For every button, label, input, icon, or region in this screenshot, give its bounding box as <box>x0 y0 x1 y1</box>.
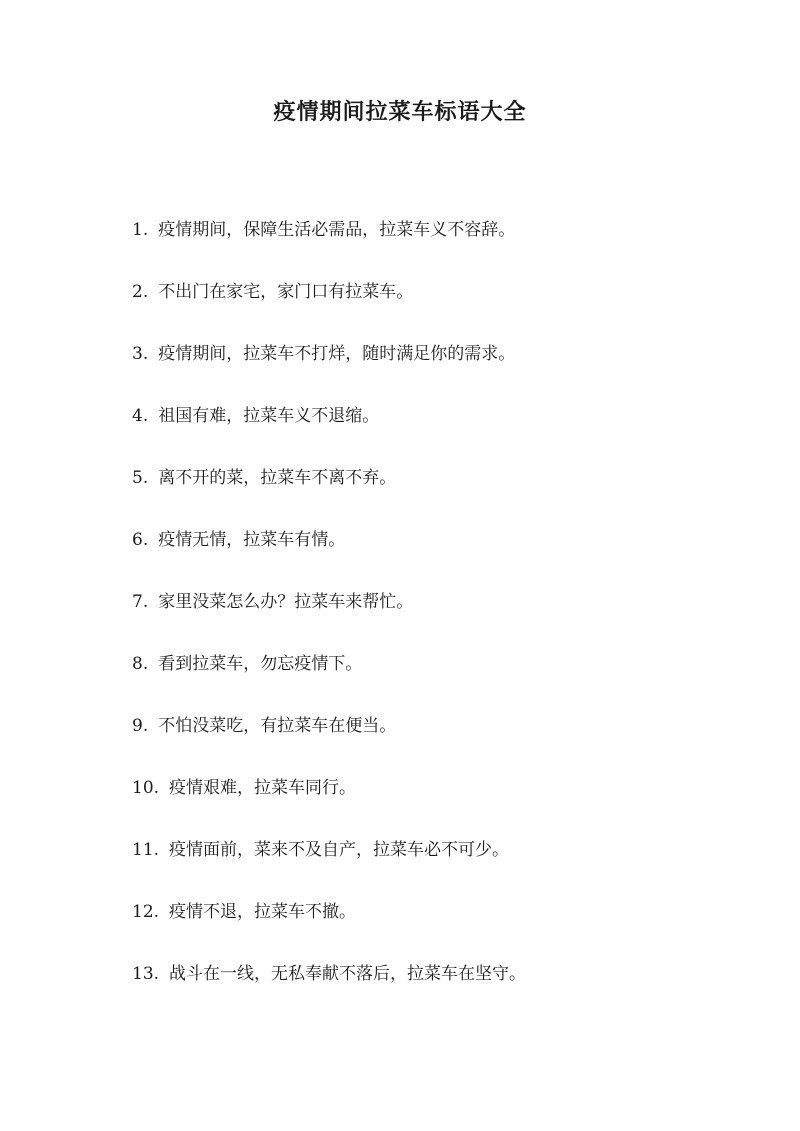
item-number: 2. <box>132 282 149 302</box>
list-item <box>132 214 526 276</box>
item-number: 12. <box>132 902 160 922</box>
item-text: 祖国有难，拉菜车义不退缩。 <box>158 406 380 426</box>
list-item <box>132 338 526 400</box>
list-item <box>132 772 526 834</box>
item-number: 1. <box>132 220 149 240</box>
list-item <box>132 586 526 648</box>
list-item <box>132 400 526 462</box>
list-item <box>132 834 526 896</box>
list-item <box>132 710 526 772</box>
list-item <box>132 958 526 1020</box>
list-item <box>132 462 526 524</box>
item-number: 8. <box>132 654 149 674</box>
list-item <box>132 896 526 958</box>
item-number: 7. <box>132 592 149 612</box>
item-number: 5. <box>132 468 149 488</box>
list-item <box>132 524 526 586</box>
item-text: 不怕没菜吃，有拉菜车在便当。 <box>158 716 397 736</box>
item-text: 疫情艰难，拉菜车同行。 <box>169 778 357 798</box>
item-text: 疫情面前，菜来不及自产，拉菜车必不可少。 <box>169 840 510 860</box>
list-item <box>132 648 526 710</box>
item-text: 离不开的菜，拉菜车不离不弃。 <box>158 468 397 488</box>
item-text: 不出门在家宅，家门口有拉菜车。 <box>158 282 414 302</box>
item-text: 家里没菜怎么办？拉菜车来帮忙。 <box>158 592 414 612</box>
slogan-list <box>132 214 526 1020</box>
item-text: 疫情期间，保障生活必需品，拉菜车义不容辞。 <box>158 220 516 240</box>
item-text: 疫情期间，拉菜车不打烊，随时满足你的需求。 <box>158 344 516 364</box>
item-number: 10. <box>132 778 160 798</box>
item-text: 疫情不退，拉菜车不撤。 <box>169 902 357 922</box>
item-number: 3. <box>132 344 149 364</box>
item-text: 看到拉菜车，勿忘疫情下。 <box>158 654 363 674</box>
item-number: 6. <box>132 530 149 550</box>
page-title: 疫情期间拉菜车标语大全 <box>273 99 527 125</box>
item-text: 疫情无情，拉菜车有情。 <box>158 530 346 550</box>
item-number: 4. <box>132 406 149 426</box>
list-item <box>132 276 526 338</box>
item-number: 11. <box>132 840 160 860</box>
item-number: 9. <box>132 716 149 736</box>
item-text: 战斗在一线，无私奉献不落后，拉菜车在坚守。 <box>169 964 527 984</box>
item-number: 13. <box>132 964 160 984</box>
